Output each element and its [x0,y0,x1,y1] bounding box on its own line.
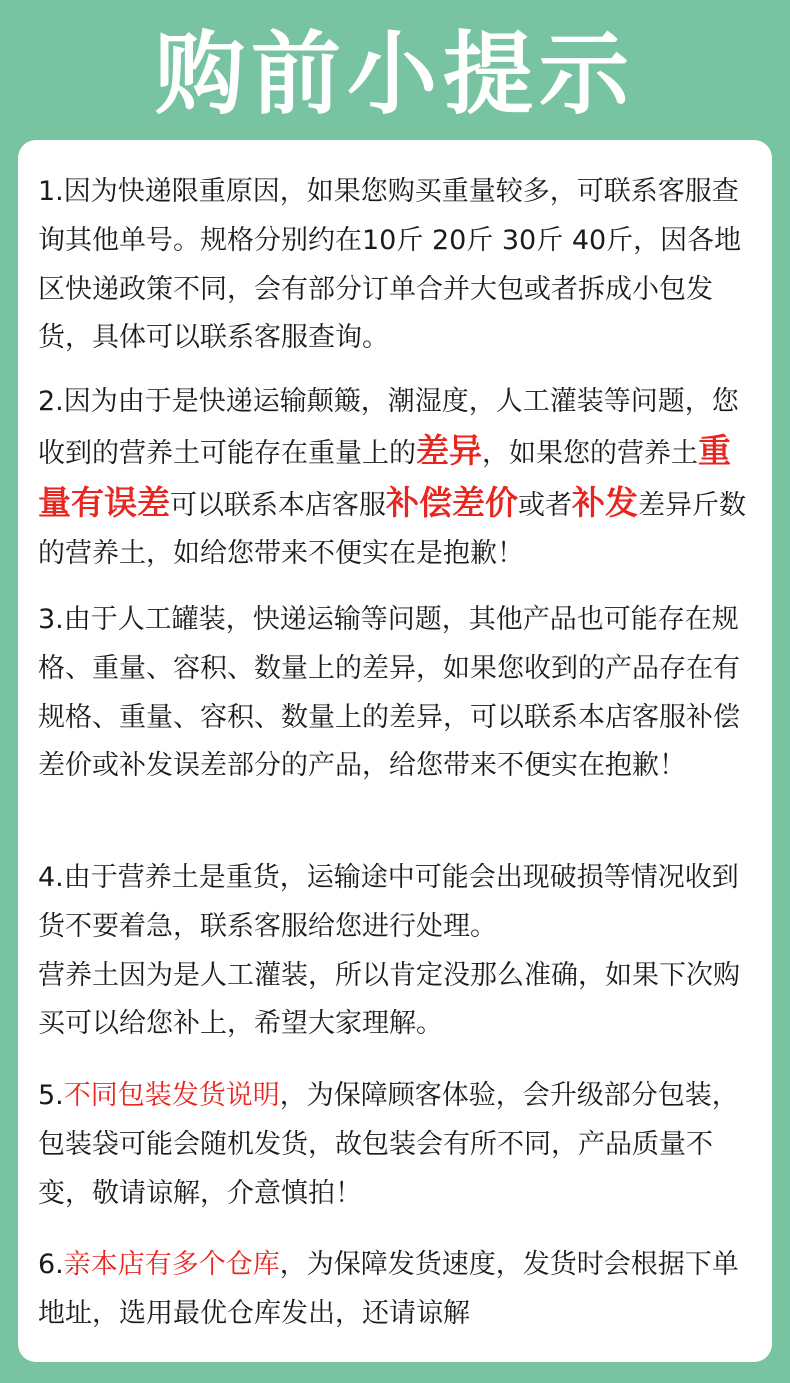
notice-item-2-text-e: 差异斤数的营养土，如给您带来不便实在是抱歉！ [38,489,746,570]
notice-item-1-text: 1.因为快递限重原因，如果您购买重量较多，可联系客服查询其他单号。规格分别约在10斤 20斤 30斤 40斤，因各地区快递政策不同，会有部分订单合并大包或者拆成小包发货，具体可以联系客服查询。 [38,176,742,354]
highlight-reship: 补发 [572,482,638,522]
highlight-difference: 差异 [416,430,482,470]
notice-item-6 [38,1241,760,1339]
notice-item-2-text-a: 2.因为由于是快递运输颠簸，潮湿度，人工灌装等问题，您收到的营养土可能存在重量上的 [38,386,739,469]
highlight-weight-error: 重量有误差 [38,430,731,522]
notice-item-2 [38,378,760,579]
notice-item-4 [38,854,760,1049]
notice-item-4-text-a: 4.由于营养土是重货，运输途中可能会出现破损等情况收到货不要着急，联系客服给您进行处理。 [38,862,739,942]
notice-item-3-text: 3.由于人工罐装，快递运输等问题，其他产品也可能存在规格、重量、容积、数量上的差异，如果您收到的产品存在有规格、重量、容积、数量上的差异，可以联系本店客服补偿差价或补发误差部分的产品，给您带来不便实在抱歉！ [38,604,740,782]
notice-item-3 [38,596,760,791]
notice-item-5-number: 5. [38,1080,64,1111]
notice-item-2-text-c: 可以联系本店客服 [170,489,386,521]
notice-item-1 [38,168,760,363]
notice-item-6-number: 6. [38,1249,64,1280]
notice-card [18,140,772,1362]
notice-item-5-text: ，为保障顾客体验，会升级部分包装，包装袋可能会随机发货，故包装会有所不同，产品质量不变，敬请谅解，介意慎拍！ [38,1080,739,1209]
highlight-warehouses: 亲本店有多个仓库 [63,1249,280,1280]
highlight-compensate-price: 补偿差价 [386,482,518,522]
notice-item-6-text: ，为保障发货速度，发货时会根据下单地址，选用最优仓库发出，还请谅解 [38,1249,739,1329]
notice-item-4-text-b: 营养土因为是人工灌装，所以肯定没那么准确，如果下次购买可以给您补上，希望大家理解。 [38,959,740,1040]
page-title: 购前小提示 [155,22,635,127]
notice-item-5 [38,1072,760,1218]
highlight-packaging-note: 不同包装发货说明 [63,1080,280,1111]
notice-item-2-text-d: 或者 [518,489,572,521]
notice-item-2-text-b: ，如果您的营养土 [482,437,698,469]
